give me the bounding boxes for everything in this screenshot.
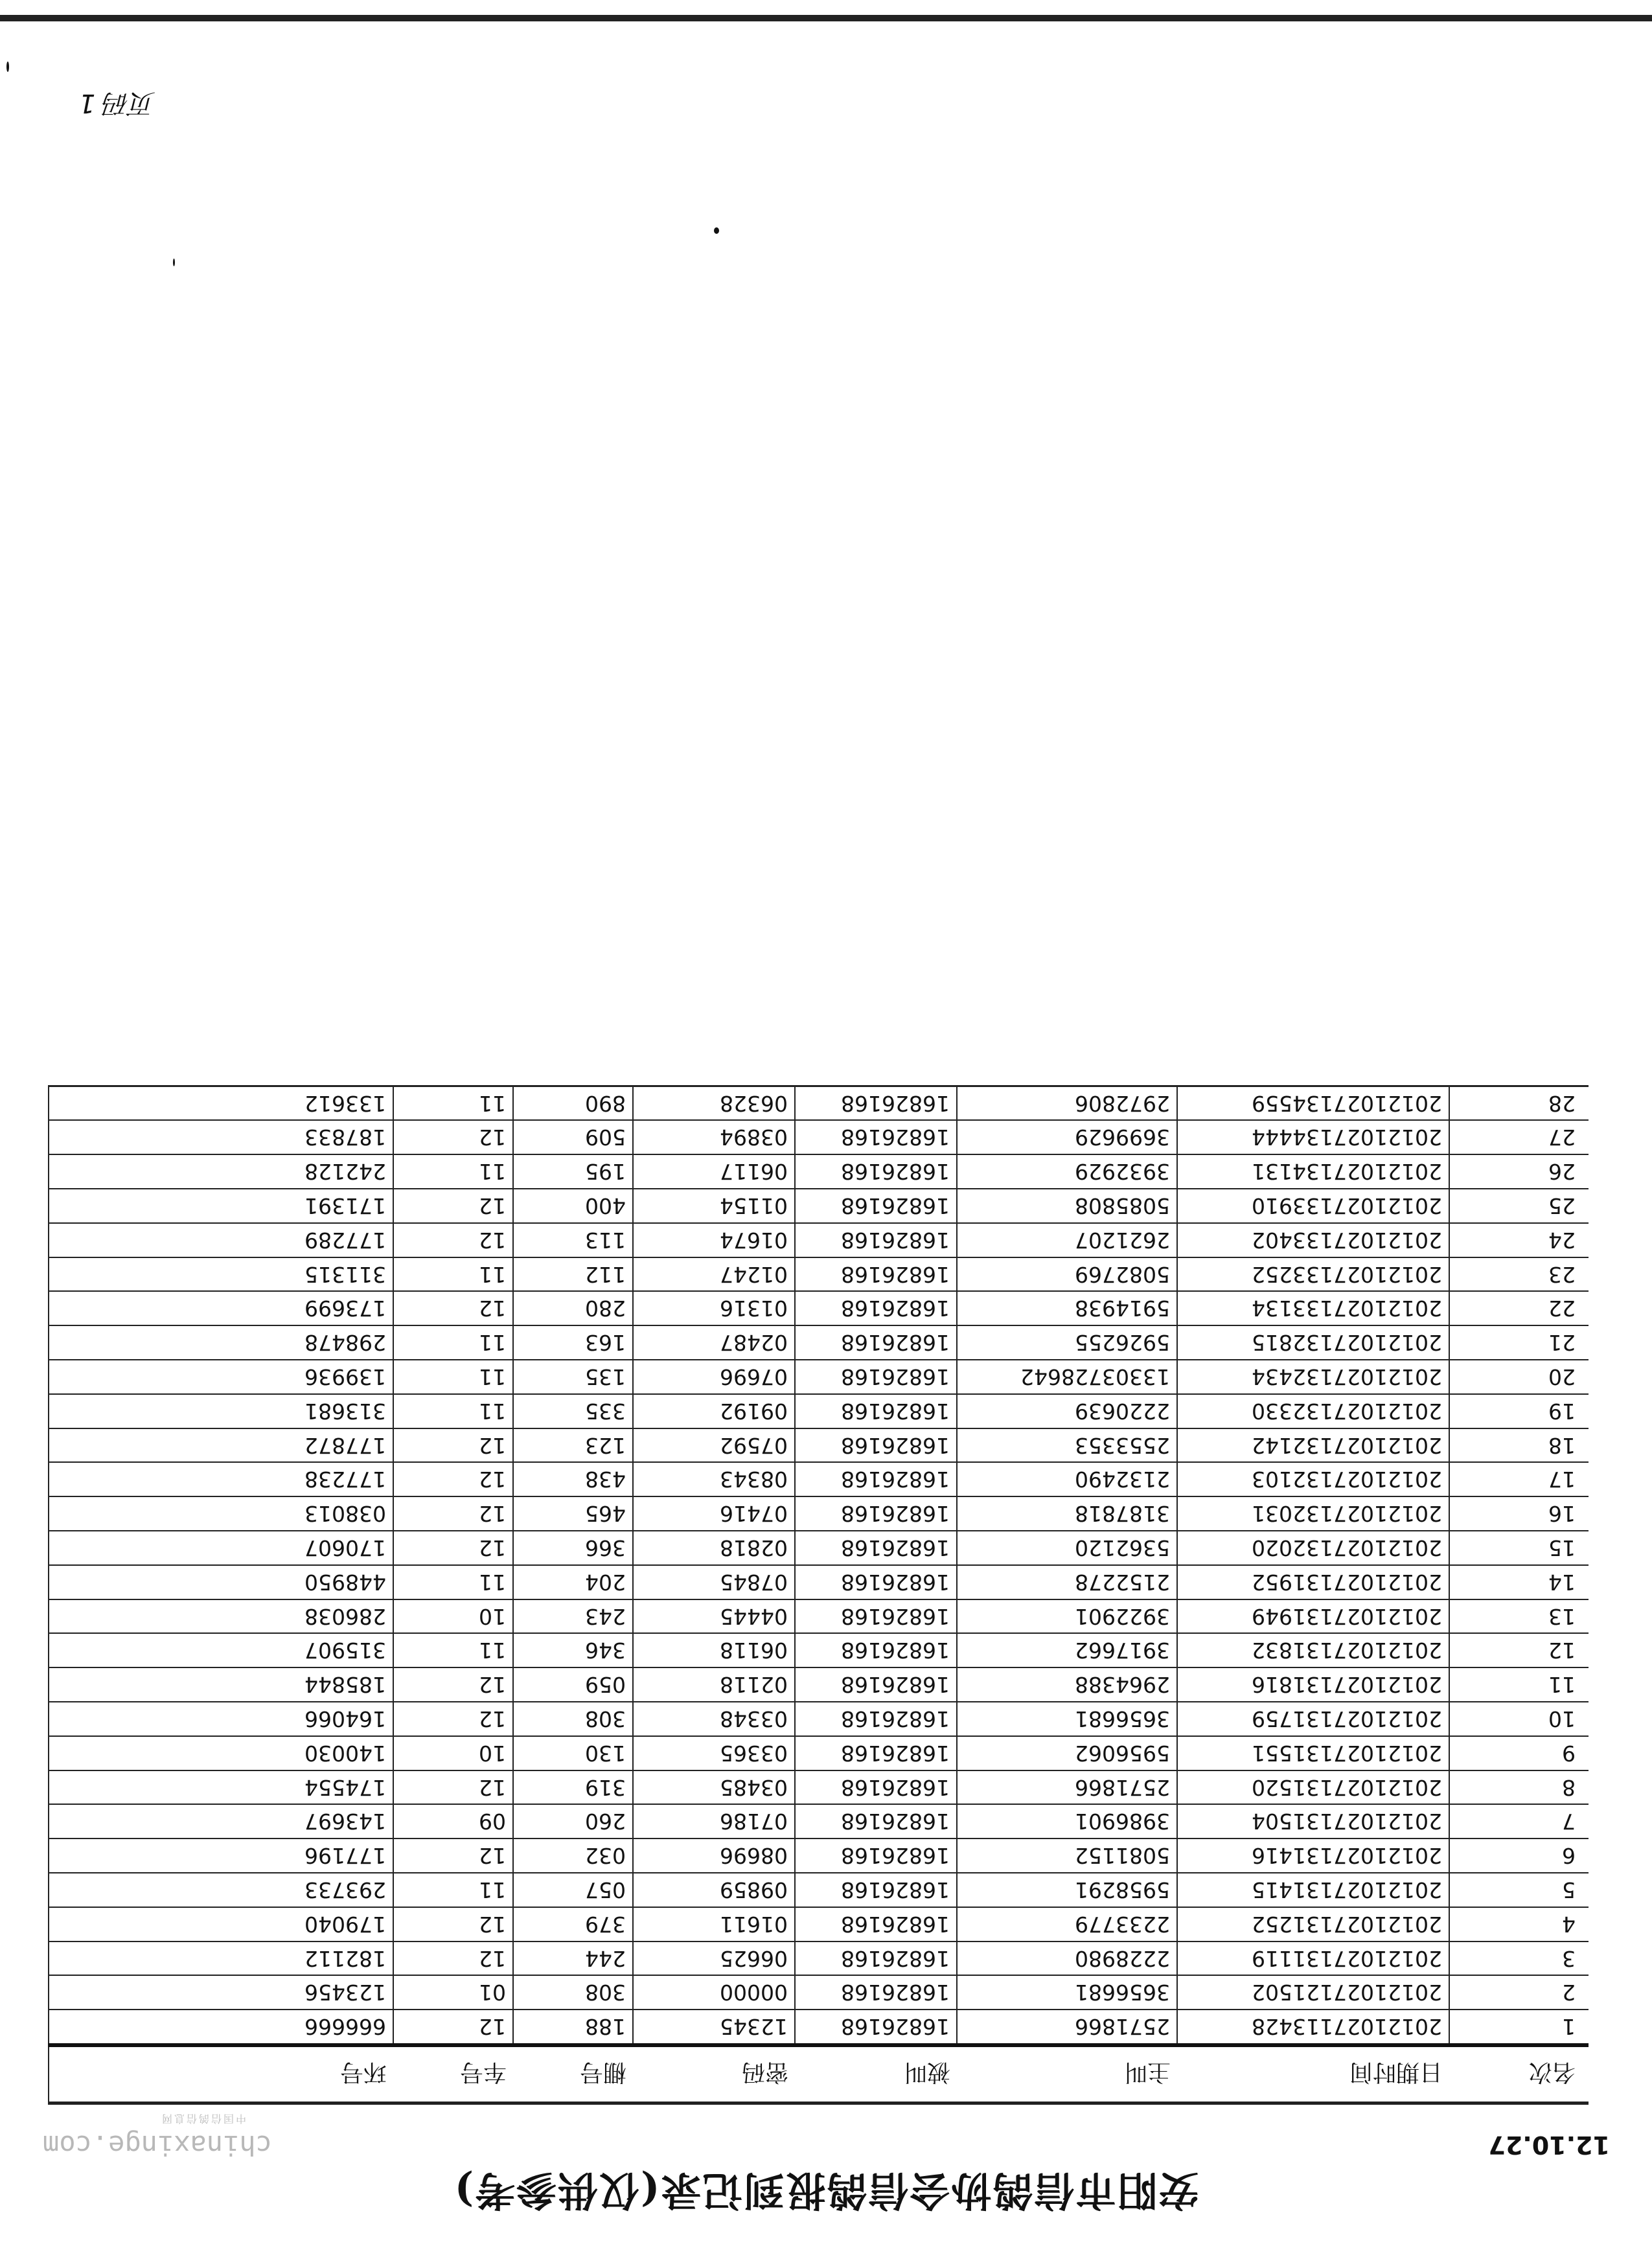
cell-rank: 14: [1449, 1565, 1589, 1599]
cell-rank: 8: [1449, 1770, 1589, 1805]
cell-datetime: 20121027131759: [1177, 1702, 1449, 1736]
cell-vehicle: 12: [393, 1907, 513, 1942]
cell-datetime: 20121027131816: [1177, 1667, 1449, 1702]
cell-callee: 16826168: [795, 1838, 957, 1873]
cell-callee: 16826168: [795, 1633, 957, 1667]
cell-ring: 179040: [49, 1907, 393, 1942]
cell-callee: 16826168: [795, 1702, 957, 1736]
cell-caller: 5926255: [957, 1325, 1177, 1360]
cell-caller: 2553353: [957, 1428, 1177, 1463]
cell-datetime: 20121027132031: [1177, 1496, 1449, 1531]
cell-loft: 243: [513, 1599, 633, 1634]
cell-ring: 177196: [49, 1838, 393, 1873]
cell-caller: 3917662: [957, 1633, 1177, 1667]
table-row: [49, 1975, 1589, 2010]
cell-vehicle: 11: [393, 1565, 513, 1599]
table-row: [49, 1394, 1589, 1428]
cell-callee: 16826168: [795, 1428, 957, 1463]
cell-caller: 2571866: [957, 2010, 1177, 2045]
watermark: chinaxinge.com: [42, 2129, 272, 2161]
table-row: [49, 1223, 1589, 1257]
table-row: [49, 1462, 1589, 1496]
cell-datetime: 20121027133134: [1177, 1291, 1449, 1325]
cell-rank: 7: [1449, 1804, 1589, 1838]
cell-datetime: 20121027132434: [1177, 1360, 1449, 1394]
cell-loft: 260: [513, 1804, 633, 1838]
cell-vehicle: 11: [393, 1873, 513, 1907]
cell-ring: 177289: [49, 1223, 393, 1257]
cell-rank: 26: [1449, 1154, 1589, 1189]
cell-loft: 509: [513, 1120, 633, 1154]
cell-caller: 3922901: [957, 1599, 1177, 1634]
cell-vehicle: 11: [393, 1360, 513, 1394]
table-row: [49, 1907, 1589, 1942]
cell-loft: 346: [513, 1633, 633, 1667]
cell-ring: 133612: [49, 1086, 393, 1120]
cell-datetime: 20121027134559: [1177, 1086, 1449, 1120]
cell-datetime: 20121027134131: [1177, 1154, 1449, 1189]
table-row: [49, 1360, 1589, 1394]
table-row: [49, 1942, 1589, 1976]
cell-loft: 188: [513, 2010, 633, 2045]
cell-datetime: 20121027133252: [1177, 1257, 1449, 1292]
cell-ring: 174554: [49, 1770, 393, 1805]
speck: [173, 258, 175, 266]
cell-rank: 22: [1449, 1291, 1589, 1325]
cell-rank: 15: [1449, 1531, 1589, 1565]
cell-callee: 16826168: [795, 1360, 957, 1394]
cell-rank: 24: [1449, 1223, 1589, 1257]
cell-loft: 032: [513, 1838, 633, 1873]
column-header-ring: 环号: [49, 2045, 393, 2103]
cell-loft: 112: [513, 1257, 633, 1292]
cell-password: 12345: [633, 2010, 795, 2045]
table-row: [49, 1291, 1589, 1325]
speck: [714, 227, 719, 234]
cell-rank: 10: [1449, 1702, 1589, 1736]
cell-password: 03894: [633, 1120, 795, 1154]
cell-password: 03365: [633, 1736, 795, 1770]
cell-rank: 12: [1449, 1633, 1589, 1667]
cell-callee: 16826168: [795, 1086, 957, 1120]
table-row: [49, 1633, 1589, 1667]
arrival-record-table: [48, 1085, 1589, 2105]
cell-loft: 244: [513, 1942, 633, 1976]
cell-vehicle: 12: [393, 1942, 513, 1976]
cell-caller: 2228980: [957, 1942, 1177, 1976]
cell-caller: 3932929: [957, 1154, 1177, 1189]
table-row: [49, 1838, 1589, 1873]
cell-ring: 185844: [49, 1667, 393, 1702]
cell-rank: 13: [1449, 1599, 1589, 1634]
cell-datetime: 20121027131949: [1177, 1599, 1449, 1634]
cell-password: 02118: [633, 1667, 795, 1702]
cell-datetime: 20121027131520: [1177, 1770, 1449, 1805]
cell-datetime: 20121027131551: [1177, 1736, 1449, 1770]
cell-vehicle: 12: [393, 1428, 513, 1463]
table-row: [49, 1120, 1589, 1154]
cell-datetime: 20121027113428: [1177, 2010, 1449, 2045]
cell-vehicle: 11: [393, 1154, 513, 1189]
cell-password: 02487: [633, 1325, 795, 1360]
cell-callee: 16826168: [795, 1873, 957, 1907]
cell-vehicle: 12: [393, 1770, 513, 1805]
cell-datetime: 20121027134444: [1177, 1120, 1449, 1154]
cell-ring: 313681: [49, 1394, 393, 1428]
cell-password: 09192: [633, 1394, 795, 1428]
column-header-password: 密码: [633, 2045, 795, 2103]
cell-caller: 3187818: [957, 1496, 1177, 1531]
cell-password: 03485: [633, 1770, 795, 1805]
cell-loft: 319: [513, 1770, 633, 1805]
cell-loft: 130: [513, 1736, 633, 1770]
cell-caller: 2152278: [957, 1565, 1177, 1599]
speck: [6, 62, 9, 72]
cell-vehicle: 12: [393, 1291, 513, 1325]
cell-password: 07416: [633, 1496, 795, 1531]
cell-callee: 16826168: [795, 1189, 957, 1223]
column-header-loft: 棚号: [513, 2045, 633, 2103]
cell-datetime: 20121027132020: [1177, 1531, 1449, 1565]
cell-ring: 139936: [49, 1360, 393, 1394]
cell-password: 01611: [633, 1907, 795, 1942]
cell-callee: 16826168: [795, 1496, 957, 1531]
cell-ring: 173699: [49, 1291, 393, 1325]
column-header-datetime: 日期时间: [1177, 2045, 1449, 2103]
cell-password: 01247: [633, 1257, 795, 1292]
cell-callee: 16826168: [795, 1462, 957, 1496]
cell-password: 02818: [633, 1531, 795, 1565]
cell-loft: 379: [513, 1907, 633, 1942]
cell-ring: 143697: [49, 1804, 393, 1838]
cell-rank: 17: [1449, 1462, 1589, 1496]
cell-ring: 038013: [49, 1496, 393, 1531]
cell-rank: 25: [1449, 1189, 1589, 1223]
cell-rank: 19: [1449, 1394, 1589, 1428]
table-row: [49, 1667, 1589, 1702]
top-border-line: [0, 15, 1652, 21]
cell-loft: 438: [513, 1462, 633, 1496]
cell-ring: 171391: [49, 1189, 393, 1223]
cell-password: 06118: [633, 1633, 795, 1667]
cell-vehicle: 11: [393, 1394, 513, 1428]
cell-rank: 3: [1449, 1942, 1589, 1976]
table-row: [49, 1325, 1589, 1360]
column-header-vehicle: 车号: [393, 2045, 513, 2103]
cell-rank: 4: [1449, 1907, 1589, 1942]
cell-callee: 16826168: [795, 1531, 957, 1565]
cell-datetime: 20121027131119: [1177, 1942, 1449, 1976]
cell-ring: 177238: [49, 1462, 393, 1496]
cell-rank: 23: [1449, 1257, 1589, 1292]
cell-ring: 286038: [49, 1599, 393, 1634]
cell-callee: 16826168: [795, 1942, 957, 1976]
cell-password: 07186: [633, 1804, 795, 1838]
cell-callee: 16826168: [795, 1223, 957, 1257]
cell-callee: 16826168: [795, 1804, 957, 1838]
table-row: [49, 1804, 1589, 1838]
cell-caller: 3656681: [957, 1702, 1177, 1736]
cell-rank: 2: [1449, 1975, 1589, 2010]
cell-ring: 140030: [49, 1736, 393, 1770]
cell-rank: 16: [1449, 1496, 1589, 1531]
cell-rank: 11: [1449, 1667, 1589, 1702]
cell-password: 03348: [633, 1702, 795, 1736]
cell-caller: 3699629: [957, 1120, 1177, 1154]
cell-caller: 5958291: [957, 1873, 1177, 1907]
cell-ring: 164066: [49, 1702, 393, 1736]
table-row: [49, 1428, 1589, 1463]
cell-ring: 298478: [49, 1325, 393, 1360]
cell-loft: 195: [513, 1154, 633, 1189]
cell-callee: 16826168: [795, 1257, 957, 1292]
cell-password: 07845: [633, 1565, 795, 1599]
cell-password: 07592: [633, 1428, 795, 1463]
cell-rank: 28: [1449, 1086, 1589, 1120]
cell-loft: 335: [513, 1394, 633, 1428]
cell-loft: 123: [513, 1428, 633, 1463]
column-header-callee: 被叫: [795, 2045, 957, 2103]
cell-password: 04445: [633, 1599, 795, 1634]
cell-callee: 16826168: [795, 1325, 957, 1360]
column-header-caller: 主叫: [957, 2045, 1177, 2103]
cell-rank: 20: [1449, 1360, 1589, 1394]
table-row: [49, 1531, 1589, 1565]
cell-ring: 187833: [49, 1120, 393, 1154]
table-row: [49, 1736, 1589, 1770]
cell-ring: 182112: [49, 1942, 393, 1976]
cell-callee: 16826168: [795, 1770, 957, 1805]
cell-callee: 16826168: [795, 1565, 957, 1599]
cell-ring: 666666: [49, 2010, 393, 2045]
table-row: [49, 1496, 1589, 1531]
cell-ring: 311315: [49, 1257, 393, 1292]
cell-caller: 2972806: [957, 1086, 1177, 1120]
cell-loft: 057: [513, 1873, 633, 1907]
cell-loft: 400: [513, 1189, 633, 1223]
cell-loft: 059: [513, 1667, 633, 1702]
page-number: 页码 1: [78, 88, 155, 118]
cell-password: 06117: [633, 1154, 795, 1189]
cell-loft: 465: [513, 1496, 633, 1531]
cell-vehicle: 11: [393, 1633, 513, 1667]
table-row: [49, 2010, 1589, 2045]
cell-ring: 170607: [49, 1531, 393, 1565]
cell-vehicle: 12: [393, 1667, 513, 1702]
cell-callee: 16826168: [795, 1975, 957, 2010]
cell-password: 08696: [633, 1838, 795, 1873]
cell-vehicle: 12: [393, 1838, 513, 1873]
cell-ring: 448950: [49, 1565, 393, 1599]
cell-vehicle: 12: [393, 1496, 513, 1531]
cell-caller: 5914938: [957, 1291, 1177, 1325]
cell-loft: 308: [513, 1975, 633, 2010]
cell-rank: 5: [1449, 1873, 1589, 1907]
cell-datetime: 20121027132815: [1177, 1325, 1449, 1360]
cell-datetime: 20121027131252: [1177, 1907, 1449, 1942]
cell-caller: 2571866: [957, 1770, 1177, 1805]
cell-loft: 308: [513, 1702, 633, 1736]
cell-callee: 16826168: [795, 1394, 957, 1428]
table-row: [49, 1189, 1589, 1223]
cell-callee: 16826168: [795, 1120, 957, 1154]
cell-datetime: 20121027132330: [1177, 1394, 1449, 1428]
cell-loft: 890: [513, 1086, 633, 1120]
cell-callee: 16826168: [795, 1291, 957, 1325]
cell-datetime: 20121027132103: [1177, 1462, 1449, 1496]
cell-ring: 293733: [49, 1873, 393, 1907]
cell-password: 09859: [633, 1873, 795, 1907]
cell-callee: 16826168: [795, 1599, 957, 1634]
table-row: [49, 1873, 1589, 1907]
cell-vehicle: 12: [393, 1462, 513, 1496]
cell-vehicle: 11: [393, 1325, 513, 1360]
table-row: [49, 1565, 1589, 1599]
cell-caller: 2621207: [957, 1223, 1177, 1257]
cell-datetime: 20121027133910: [1177, 1189, 1449, 1223]
cell-loft: 204: [513, 1565, 633, 1599]
cell-vehicle: 10: [393, 1736, 513, 1770]
cell-loft: 113: [513, 1223, 633, 1257]
cell-loft: 366: [513, 1531, 633, 1565]
cell-vehicle: 09: [393, 1804, 513, 1838]
cell-caller: 5081152: [957, 1838, 1177, 1873]
column-header-rank: 名次: [1449, 2045, 1589, 2103]
cell-caller: 2132490: [957, 1462, 1177, 1496]
cell-callee: 16826168: [795, 1907, 957, 1942]
cell-vehicle: 11: [393, 1086, 513, 1120]
cell-callee: 16826168: [795, 1154, 957, 1189]
table-row: [49, 1154, 1589, 1189]
cell-password: 01674: [633, 1223, 795, 1257]
cell-datetime: 20121027132142: [1177, 1428, 1449, 1463]
cell-caller: 2233779: [957, 1907, 1177, 1942]
cell-ring: 177872: [49, 1428, 393, 1463]
cell-password: 01316: [633, 1291, 795, 1325]
cell-vehicle: 12: [393, 1120, 513, 1154]
table-row: [49, 1702, 1589, 1736]
cell-loft: 163: [513, 1325, 633, 1360]
table-row: [49, 1770, 1589, 1805]
cell-ring: 242128: [49, 1154, 393, 1189]
cell-vehicle: 12: [393, 1189, 513, 1223]
report-date: 12.10.27: [1488, 2131, 1610, 2159]
cell-vehicle: 12: [393, 2010, 513, 2045]
cell-datetime: 20121027133402: [1177, 1223, 1449, 1257]
cell-rank: 27: [1449, 1120, 1589, 1154]
page-title: 安阳市信鸽协会信鸽报到记录(仅供参考): [453, 2167, 1199, 2214]
cell-vehicle: 01: [393, 1975, 513, 2010]
cell-datetime: 20121027131415: [1177, 1873, 1449, 1907]
cell-rank: 18: [1449, 1428, 1589, 1463]
cell-caller: 2220639: [957, 1394, 1177, 1428]
cell-caller: 2964388: [957, 1667, 1177, 1702]
cell-loft: 135: [513, 1360, 633, 1394]
cell-rank: 1: [1449, 2010, 1589, 2045]
cell-caller: 5082769: [957, 1257, 1177, 1292]
cell-vehicle: 10: [393, 1599, 513, 1634]
cell-password: 06625: [633, 1942, 795, 1976]
cell-password: 00000: [633, 1975, 795, 2010]
cell-callee: 16826168: [795, 2010, 957, 2045]
table-row: [49, 1086, 1589, 1120]
cell-password: 01154: [633, 1189, 795, 1223]
cell-datetime: 20121027131504: [1177, 1804, 1449, 1838]
cell-datetime: 20121027121502: [1177, 1975, 1449, 2010]
cell-caller: 5085808: [957, 1189, 1177, 1223]
cell-rank: 6: [1449, 1838, 1589, 1873]
cell-ring: 315907: [49, 1633, 393, 1667]
cell-caller: 3986901: [957, 1804, 1177, 1838]
table-body: [49, 1086, 1589, 2045]
cell-vehicle: 12: [393, 1702, 513, 1736]
watermark-subtitle: 中国信鸽信息网: [159, 2113, 246, 2125]
cell-caller: 13303728642: [957, 1360, 1177, 1394]
cell-datetime: 20121027131952: [1177, 1565, 1449, 1599]
cell-callee: 16826168: [795, 1667, 957, 1702]
cell-vehicle: 12: [393, 1531, 513, 1565]
cell-caller: 5956062: [957, 1736, 1177, 1770]
cell-vehicle: 11: [393, 1257, 513, 1292]
cell-rank: 21: [1449, 1325, 1589, 1360]
cell-password: 08343: [633, 1462, 795, 1496]
table-row: [49, 1599, 1589, 1634]
cell-caller: 3656681: [957, 1975, 1177, 2010]
table-header-row: [49, 2045, 1589, 2103]
cell-password: 06328: [633, 1086, 795, 1120]
cell-datetime: 20121027131416: [1177, 1838, 1449, 1873]
cell-caller: 5362120: [957, 1531, 1177, 1565]
cell-callee: 16826168: [795, 1736, 957, 1770]
cell-vehicle: 12: [393, 1223, 513, 1257]
cell-datetime: 20121027131832: [1177, 1633, 1449, 1667]
cell-rank: 9: [1449, 1736, 1589, 1770]
cell-loft: 280: [513, 1291, 633, 1325]
cell-ring: 123456: [49, 1975, 393, 2010]
cell-password: 07696: [633, 1360, 795, 1394]
table-row: [49, 1257, 1589, 1292]
